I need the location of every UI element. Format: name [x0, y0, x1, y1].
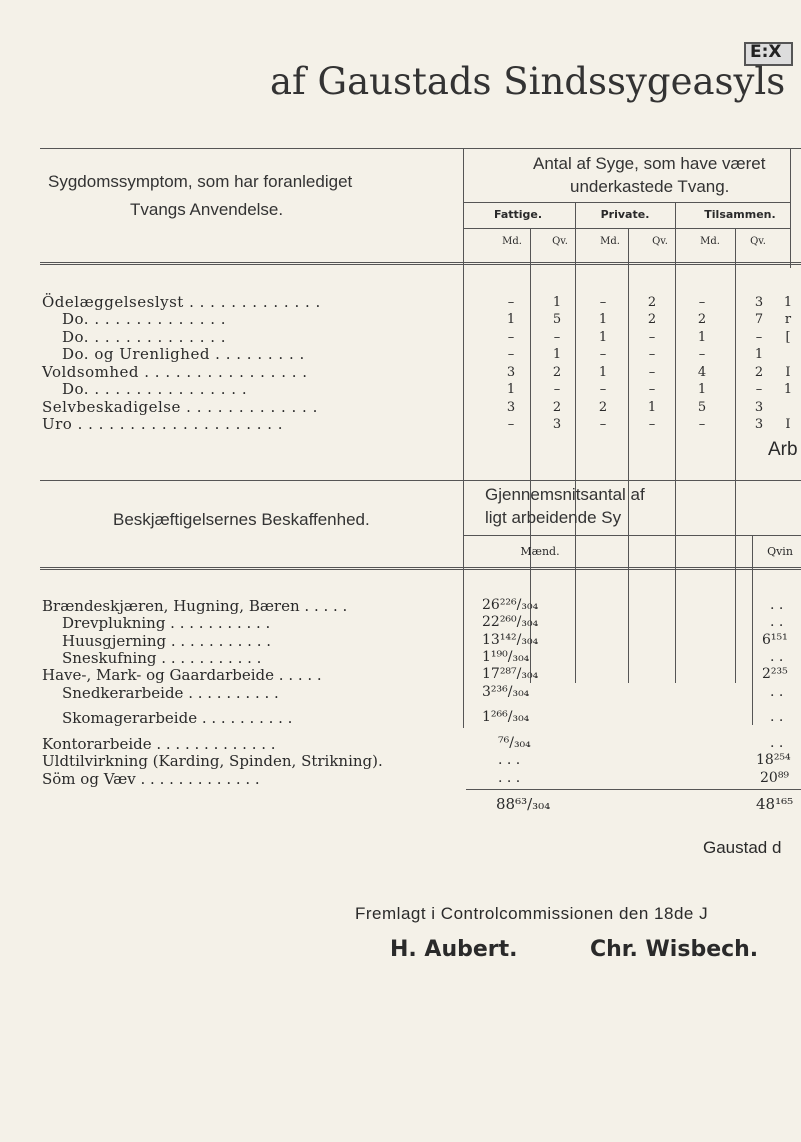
col-header-beskjaeftigelse: Beskjæftigelsernes Beskaffenhed. [113, 510, 370, 529]
value-maend: 3²³⁶/₃₀₄ [482, 684, 530, 700]
edge-fragment: 1 [783, 295, 793, 310]
value-qvin: 6¹⁵¹ [762, 632, 788, 648]
value-qvin: . . [770, 709, 784, 725]
edge-fragment: I [785, 365, 791, 380]
total-maend: 88⁶³/₃₀₄ [496, 795, 551, 813]
footer-place: Gaustad d [703, 838, 782, 857]
rule [675, 228, 676, 683]
col-header-antal-2: underkastede Tvang. [570, 177, 730, 196]
table-cell: – [553, 330, 561, 345]
value-qvin: . . [770, 735, 784, 751]
row-label: Snedkerarbeide . . . . . . . . . . [62, 684, 279, 702]
value-qvin: 20⁸⁹ [760, 770, 790, 786]
row-label: Uro . . . . . . . . . . . . . . . . . . . . [42, 415, 284, 433]
table-cell: 1 [598, 330, 608, 345]
page-title: af Gaustads Sindssygeasyls [270, 60, 786, 103]
table-cell: – [599, 347, 607, 362]
value-qvin: . . [770, 614, 784, 630]
row-label: Do. og Urenlighed . . . . . . . . . [62, 345, 305, 363]
value-maend: 1²⁶⁶/₃₀₄ [482, 709, 530, 725]
rule [40, 262, 801, 263]
table-cell: 2 [647, 295, 657, 310]
value-qvin: . . [770, 649, 784, 665]
rule [675, 202, 676, 228]
table-cell: 4 [697, 365, 707, 380]
edge-fragment: 1 [783, 382, 793, 397]
logo-text: E:X [750, 42, 782, 62]
table-cell: 1 [697, 330, 707, 345]
sub-qv: Qv. [552, 236, 568, 247]
rule [40, 480, 801, 481]
table-cell: 2 [552, 400, 562, 415]
table-cell: – [507, 295, 515, 310]
table-cell: 1 [552, 295, 562, 310]
value-maend: 17²⁸⁷/₃₀₄ [482, 666, 539, 682]
row-label: Huusgjerning . . . . . . . . . . . [62, 632, 272, 650]
table-cell: 1 [754, 347, 764, 362]
value-maend: 13¹⁴²/₃₀₄ [482, 632, 539, 648]
row-label: Sneskufning . . . . . . . . . . . [62, 649, 262, 667]
sub-md: Md. [600, 236, 620, 247]
row-label: Voldsomhed . . . . . . . . . . . . . . . . [42, 363, 308, 381]
rule [40, 567, 801, 568]
table-cell: 3 [754, 417, 764, 432]
rule [628, 228, 629, 683]
table-cell: – [648, 347, 656, 362]
table-cell: 2 [754, 365, 764, 380]
table-cell: – [648, 417, 656, 432]
table-cell: 1 [647, 400, 657, 415]
row-label: Brændeskjæren, Hugning, Bæren . . . . . [42, 597, 348, 615]
value-qvin: 18²⁵⁴ [756, 752, 791, 768]
row-label: Söm og Væv . . . . . . . . . . . . . [42, 770, 260, 788]
table-cell: 1 [697, 382, 707, 397]
table-cell: – [755, 330, 763, 345]
table-cell: – [599, 382, 607, 397]
col-header-antal-1: Antal af Syge, som have været [533, 154, 766, 173]
table-cell: – [698, 347, 706, 362]
rule [735, 228, 736, 683]
value-qvin: 2²³⁵ [762, 666, 788, 682]
table-cell: 1 [598, 365, 608, 380]
table-cell: – [648, 365, 656, 380]
row-label: Ödelæggelseslyst . . . . . . . . . . . . . [42, 293, 321, 311]
value-maend: ⁷⁶/₃₀₄ [498, 735, 531, 751]
table-cell: 7 [754, 312, 764, 327]
value-maend: 22²⁶⁰/₃₀₄ [482, 614, 539, 630]
table-cell: – [599, 295, 607, 310]
table-cell: 3 [506, 400, 516, 415]
table-cell: 2 [598, 400, 608, 415]
table-cell: 3 [754, 400, 764, 415]
row-label: Selvbeskadigelse . . . . . . . . . . . . . [42, 398, 318, 416]
table-cell: – [599, 417, 607, 432]
value-maend: . . . [498, 770, 521, 786]
table-cell: 3 [754, 295, 764, 310]
rule [463, 228, 790, 229]
table-cell: – [755, 382, 763, 397]
footer-fremlagt: Fremlagt i Controlcommissionen den 18de J [355, 904, 709, 923]
rule [463, 480, 464, 725]
value-qvin: . . [770, 597, 784, 613]
row-label: Kontorarbeide . . . . . . . . . . . . . [42, 735, 276, 753]
table-cell: 2 [697, 312, 707, 327]
table-cell: – [553, 382, 561, 397]
signature-wisbech: Chr. Wisbech. [590, 937, 759, 962]
edge-fragment: I [785, 417, 791, 432]
table-cell: – [648, 330, 656, 345]
table-cell: – [507, 330, 515, 345]
rule [575, 202, 576, 228]
sub-md: Md. [700, 236, 720, 247]
edge-fragment: r [784, 312, 792, 327]
row-label: Uldtilvirkning (Karding, Spinden, Strikning). [42, 752, 383, 770]
row-label: Have-, Mark- og Gaardarbeide . . . . . [42, 666, 322, 684]
table-cell: 3 [506, 365, 516, 380]
group-private: Private. [600, 208, 650, 221]
rule [463, 535, 801, 536]
sub-maend: Mænd. [520, 545, 560, 558]
signature-aubert: H. Aubert. [390, 937, 518, 962]
group-fattige: Fattige. [493, 208, 543, 221]
rule [752, 535, 753, 725]
value-maend: . . . [498, 752, 521, 768]
table-cell: – [507, 347, 515, 362]
table-cell: 1 [552, 347, 562, 362]
rule [40, 264, 801, 265]
value-maend: 26²²⁶/₃₀₄ [482, 597, 539, 613]
col-header-symptom-2: Tvangs Anvendelse. [130, 200, 284, 219]
rule [40, 569, 801, 570]
col-header-gjennemsnit-1: Gjennemsnitsantal af [485, 485, 645, 504]
table-cell: 3 [552, 417, 562, 432]
table-cell: 5 [697, 400, 707, 415]
table-cell: 2 [552, 365, 562, 380]
col-header-gjennemsnit-2: ligt arbeidende Sy [485, 508, 622, 527]
col-header-symptom-1: Sygdomssymptom, som har foranlediget [48, 172, 353, 191]
table-cell: – [507, 417, 515, 432]
table-cell: – [698, 417, 706, 432]
row-label: Do. . . . . . . . . . . . . . . . [62, 380, 248, 398]
table-cell: – [698, 295, 706, 310]
rule [463, 202, 790, 203]
table-cell: – [648, 382, 656, 397]
sub-qv: Qv. [750, 236, 766, 247]
group-tilsammen: Tilsammen. [704, 208, 776, 221]
table-cell: 1 [598, 312, 608, 327]
sub-md: Md. [502, 236, 522, 247]
row-label: Skomagerarbeide . . . . . . . . . . [62, 709, 293, 727]
row-label: Drevplukning . . . . . . . . . . . [62, 614, 271, 632]
table-cell: 2 [647, 312, 657, 327]
arb-heading: Arb [768, 439, 798, 460]
rule [40, 148, 801, 149]
table-cell: 5 [552, 312, 562, 327]
sub-qv: Qv. [652, 236, 668, 247]
value-qvin: . . [770, 684, 784, 700]
rule [466, 789, 801, 790]
edge-fragment: [ [785, 330, 791, 345]
row-label: Do. . . . . . . . . . . . . . [62, 328, 227, 346]
sub-qvin: Qvin [767, 545, 793, 558]
rule [790, 148, 791, 268]
table-cell: 1 [506, 382, 516, 397]
row-label: Do. . . . . . . . . . . . . . [62, 310, 227, 328]
table-cell: 1 [506, 312, 516, 327]
total-qvin: 48¹⁶⁵ [756, 795, 794, 813]
value-maend: 1¹⁹⁰/₃₀₄ [482, 649, 530, 665]
